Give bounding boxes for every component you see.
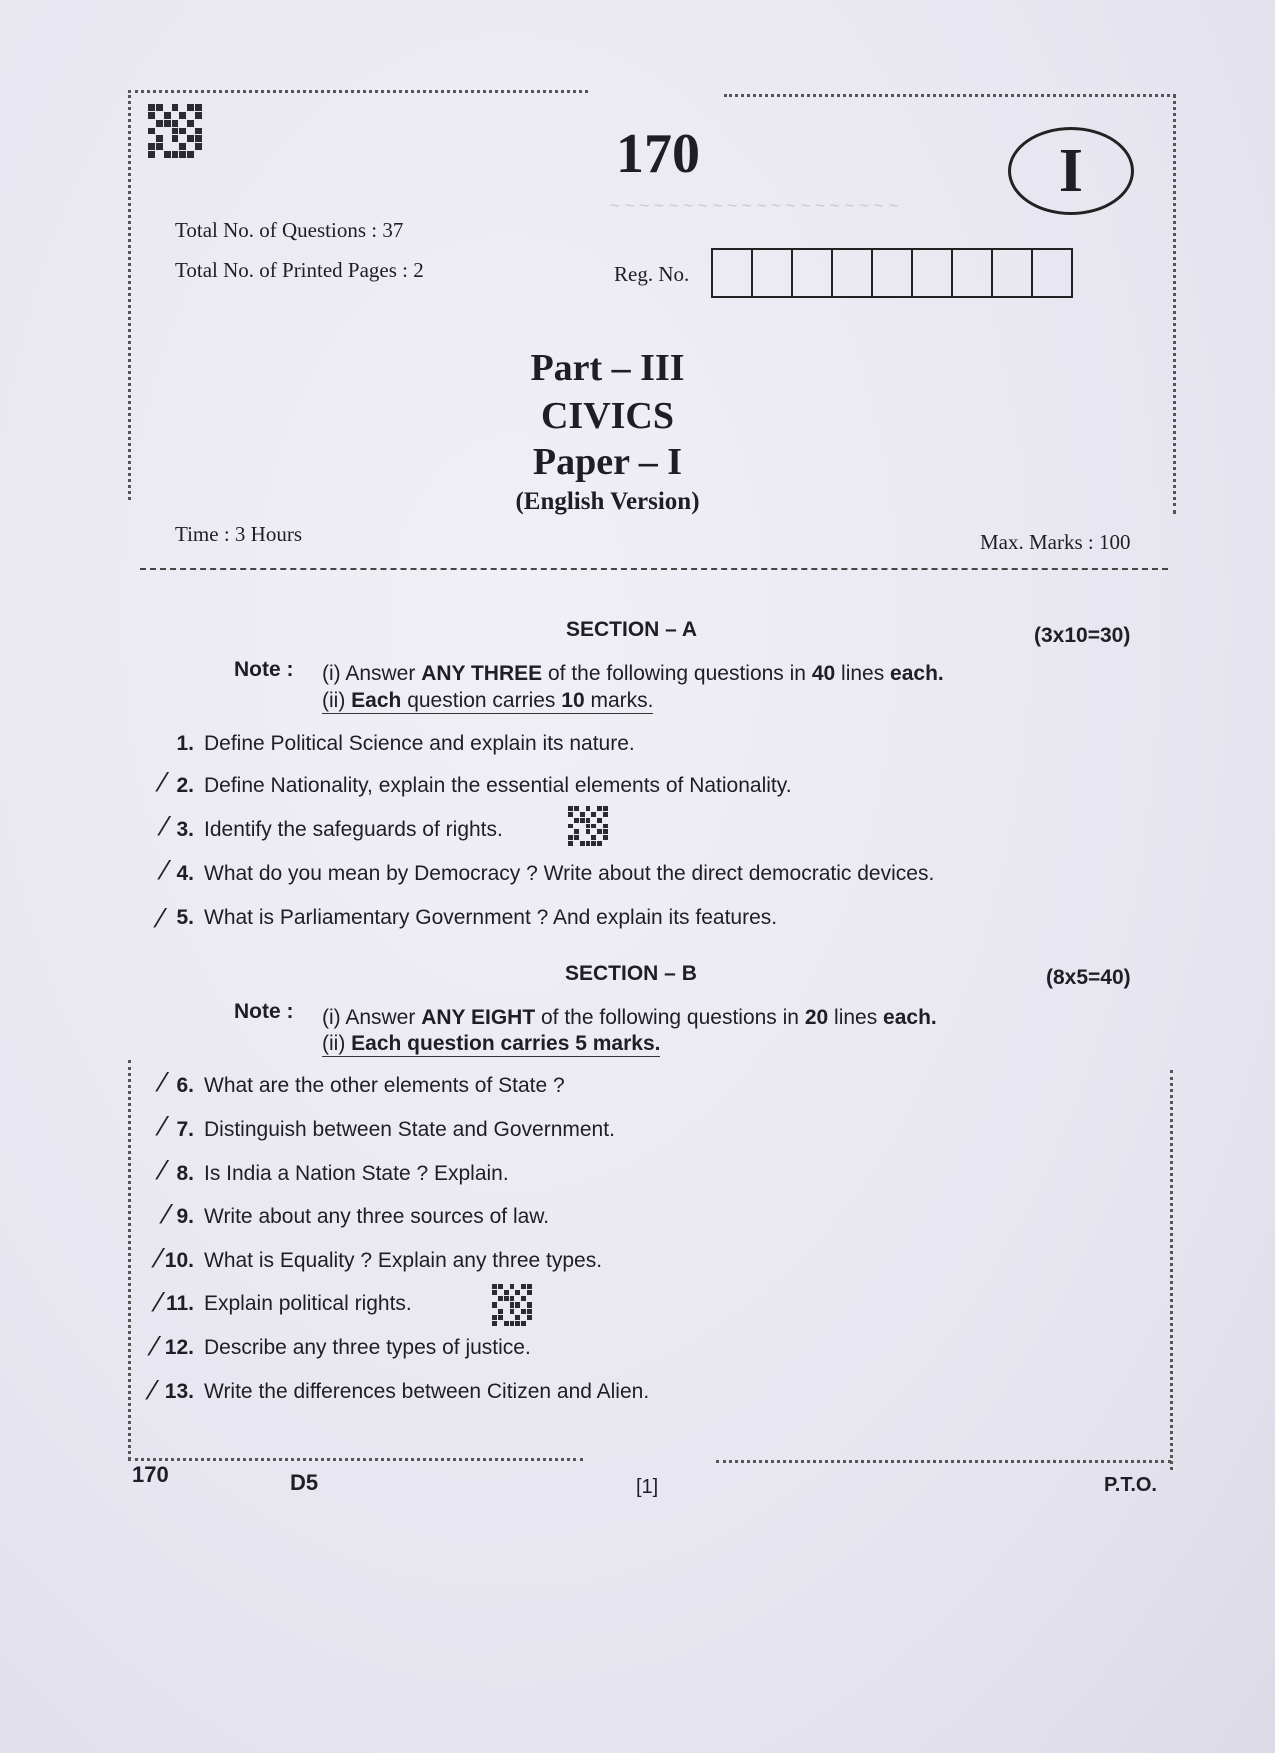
note-emphasis: Each [351, 689, 402, 712]
reg-digit-box[interactable] [993, 250, 1033, 296]
qr-code-icon [568, 806, 608, 846]
question-1 [160, 732, 635, 756]
note-text: of the following questions in [535, 1006, 805, 1029]
question-number: 13. [164, 1380, 194, 1403]
handwritten-tick-icon: ⁄ [160, 1068, 165, 1098]
note-emphasis: 20 [804, 1006, 829, 1029]
note-emphasis: 40 [811, 662, 836, 685]
frame-bottom-right [716, 1460, 1171, 1463]
frame-left-upper [128, 90, 131, 500]
note-text: (ii) [322, 1032, 352, 1055]
question-3 [160, 818, 503, 842]
question-12 [160, 1336, 531, 1360]
note-text: marks. [584, 689, 654, 712]
question-5 [160, 906, 777, 930]
note-text: (ii) [322, 689, 352, 712]
question-number: 11. [165, 1292, 194, 1315]
frame-right-lower [1170, 1070, 1173, 1470]
question-text: What are the other elements of State ? [204, 1074, 565, 1097]
question-number: 1. [176, 732, 194, 755]
section-a-heading: SECTION – A [566, 618, 698, 641]
footer-code: 170 [132, 1462, 169, 1487]
handwritten-tick-icon: ⁄ [152, 1332, 157, 1362]
header-divider [140, 568, 1168, 570]
handwritten-tick-icon: ⁄ [150, 1376, 155, 1406]
section-b-note-ii [322, 1032, 660, 1057]
note-emphasis: ANY EIGHT [421, 1006, 536, 1029]
question-11 [160, 1292, 412, 1316]
handwritten-tick-icon: ⁄ [160, 1112, 165, 1142]
note-emphasis: ANY THREE [421, 662, 543, 685]
frame-left-lower [128, 1060, 131, 1460]
note-text: lines [835, 662, 891, 685]
question-text: What do you mean by Democracy ? Write about the direct democratic devices. [204, 862, 935, 885]
reg-digit-box[interactable] [713, 250, 753, 296]
question-text: Identify the safeguards of rights. [204, 818, 503, 841]
question-number: 4. [176, 862, 194, 885]
question-8 [160, 1162, 509, 1186]
set-code: I [1058, 136, 1084, 205]
qr-code-icon [148, 104, 202, 158]
section-a-marks: (3x10=30) [1034, 624, 1131, 647]
section-b-heading: SECTION – B [565, 962, 697, 985]
question-text: Write about any three sources of law. [204, 1205, 550, 1228]
question-number: 7. [176, 1118, 194, 1141]
question-9 [160, 1205, 549, 1229]
footer-series: D5 [290, 1470, 319, 1495]
note-text: (i) Answer [322, 1006, 422, 1029]
reg-digit-box[interactable] [1033, 250, 1071, 296]
question-number: 2. [176, 774, 194, 797]
part-title: Part – III [530, 347, 685, 389]
frame-top-left [128, 90, 588, 93]
section-b-note-i [322, 1006, 937, 1030]
reg-no-label: Reg. No. [614, 262, 690, 286]
section-a-note-label: Note : [234, 658, 294, 681]
handwritten-tick-icon: ⁄ [162, 856, 167, 886]
question-text: What is Parliamentary Government ? And explain its features. [204, 906, 778, 929]
handwritten-tick-icon: ⁄ [156, 1288, 161, 1318]
question-2 [160, 774, 792, 798]
reg-digit-box[interactable] [793, 250, 833, 296]
question-number: 10. [164, 1249, 194, 1272]
reg-digit-box[interactable] [953, 250, 993, 296]
reg-digit-box[interactable] [913, 250, 953, 296]
qr-code-icon [492, 1284, 532, 1326]
handwritten-tick-icon: ⁄ [158, 904, 163, 934]
paper-code: 170 [616, 123, 700, 185]
note-emphasis: 10 [561, 689, 585, 712]
handwritten-tick-icon: ⁄ [156, 1244, 161, 1274]
question-text: Define Political Science and explain its nature. [204, 732, 635, 755]
handwritten-tick-icon: ⁄ [162, 812, 167, 842]
show-through-text: ~ ~ ~ ~ ~ ~ ~ ~ ~ ~ ~ ~ ~ ~ ~ ~ ~ ~ ~ ~ [610, 196, 899, 215]
question-text: Is India a Nation State ? Explain. [204, 1162, 509, 1185]
question-number: 9. [176, 1205, 194, 1228]
question-text: Explain political rights. [204, 1292, 412, 1315]
reg-digit-box[interactable] [833, 250, 873, 296]
total-pages: Total No. of Printed Pages : 2 [175, 258, 424, 282]
version-title: (English Version) [515, 488, 700, 515]
note-text: of the following questions in [542, 662, 812, 685]
time-label: Time : 3 Hours [175, 522, 302, 546]
subject-title: CIVICS [540, 395, 675, 437]
pto-label: P.T.O. [1104, 1474, 1157, 1496]
frame-top-right [724, 94, 1176, 97]
question-4 [160, 862, 934, 886]
paper-title: Paper – I [532, 441, 683, 483]
question-10 [160, 1249, 602, 1273]
question-text: What is Equality ? Explain any three types. [204, 1249, 603, 1272]
note-text: question carries [401, 689, 562, 712]
question-text: Describe any three types of justice. [204, 1336, 531, 1359]
question-number: 3. [176, 818, 194, 841]
question-number: 5. [176, 906, 194, 929]
reg-no-boxes[interactable] [711, 248, 1073, 298]
section-b-note-label: Note : [234, 1000, 294, 1023]
note-emphasis: Each question carries 5 marks. [351, 1032, 661, 1055]
total-questions: Total No. of Questions : 37 [175, 218, 404, 242]
handwritten-tick-icon: ⁄ [160, 768, 165, 798]
handwritten-tick-icon: ⁄ [164, 1200, 169, 1230]
question-text: Distinguish between State and Government. [204, 1118, 615, 1141]
note-text: lines [828, 1006, 884, 1029]
reg-digit-box[interactable] [753, 250, 793, 296]
note-text: (i) Answer [322, 662, 422, 685]
frame-bottom-left [128, 1458, 583, 1461]
set-code-badge [1008, 127, 1134, 215]
question-text: Write the differences between Citizen and Alien. [204, 1380, 650, 1403]
handwritten-tick-icon: ⁄ [160, 1156, 165, 1186]
note-emphasis: each. [883, 1006, 937, 1029]
question-number: 8. [176, 1162, 194, 1185]
question-number: 12. [164, 1336, 194, 1359]
reg-digit-box[interactable] [873, 250, 913, 296]
question-text: Define Nationality, explain the essential elements of Nationality. [204, 774, 792, 797]
section-a-note-i [322, 662, 944, 686]
question-6 [160, 1074, 565, 1098]
note-emphasis: each. [890, 662, 944, 685]
section-a-note-ii [322, 689, 653, 714]
page-number: [1] [636, 1476, 659, 1498]
section-b-marks: (8x5=40) [1046, 966, 1131, 989]
question-13 [160, 1380, 649, 1404]
max-marks-label: Max. Marks : 100 [980, 530, 1131, 554]
question-7 [160, 1118, 615, 1142]
question-number: 6. [176, 1074, 194, 1097]
